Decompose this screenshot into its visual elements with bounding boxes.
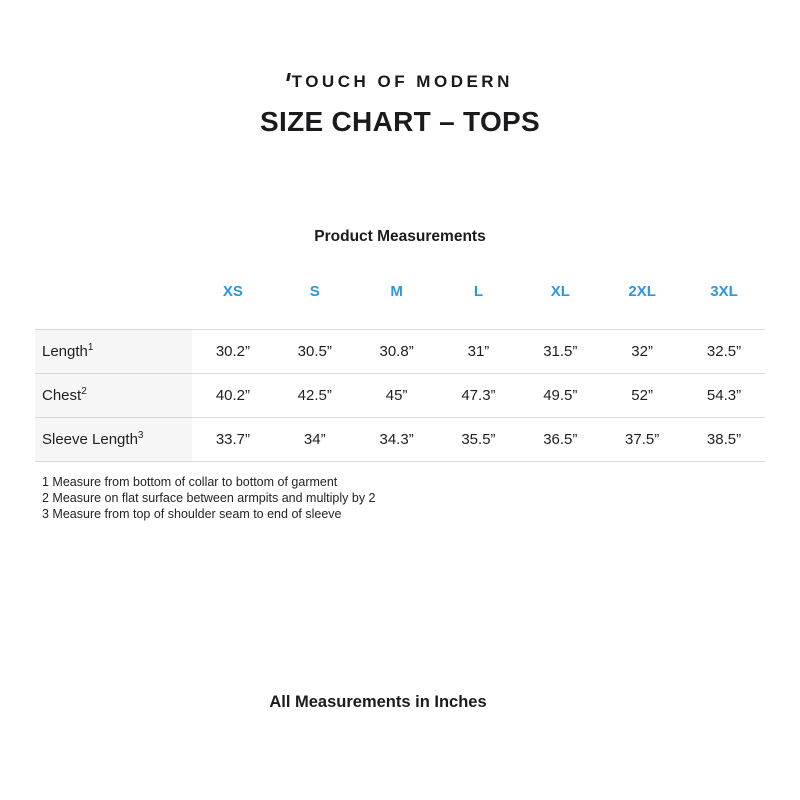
size-column-header-3xl: 3XL: [710, 283, 738, 300]
measurement-cell: 40.2”: [215, 387, 251, 404]
row-label: Chest$^2$: [35, 374, 192, 418]
footnote: 3 Measure from top of shoulder seam to end of sleeve: [42, 507, 342, 521]
measurement-cell: 30.8”: [379, 343, 414, 360]
measurement-cell: 45”: [385, 387, 408, 404]
measurement-cell: 35.5”: [461, 431, 496, 448]
footnote-reference: 1: [87, 342, 94, 353]
measurement-row-sleeve-length: [35, 418, 765, 462]
measurement-cell: 36.5”: [543, 431, 578, 448]
size-column-header-xl: XL: [550, 283, 570, 300]
logo-tick-icon: [286, 73, 290, 81]
measurement-cell: 33.7”: [215, 431, 251, 448]
size-column-header-l: L: [473, 283, 484, 300]
footnote-reference: 2: [81, 386, 87, 397]
footnotes: [42, 474, 376, 522]
measurement-cell: 34.3”: [379, 431, 414, 448]
measurement-cell: 47.3”: [461, 387, 496, 404]
footnote-reference: 3: [137, 430, 144, 441]
size-column-header-m: M: [390, 283, 403, 300]
measurement-cell: 30.5”: [297, 343, 332, 360]
measurement-cell: 31”: [467, 343, 490, 360]
page-title: SIZE CHART – TOPS: [260, 106, 540, 137]
measurement-cell: 34”: [303, 431, 326, 448]
row-label: Length$^1$: [35, 330, 192, 374]
measurement-cell: 52”: [631, 387, 653, 404]
size-column-header-2xl: 2XL: [628, 283, 656, 300]
section-title: Product Measurements: [314, 228, 486, 245]
size-column-header-xs: XS: [222, 283, 243, 300]
measurement-row-length: [35, 330, 765, 374]
footnote: 2 Measure on flat surface between armpits and multiply by 2: [42, 491, 376, 505]
brand-logo: [0, 72, 800, 92]
row-label: Sleeve Length$^3$: [35, 418, 192, 462]
measurement-cell: 49.5”: [543, 387, 578, 404]
size-column-header-s: S: [309, 283, 320, 300]
measurement-cell: 42.5”: [297, 387, 332, 404]
header-spacer-cell: [35, 283, 192, 330]
size-header-row: [35, 283, 765, 330]
units-note: All Measurements in Inches: [269, 693, 487, 711]
brand-logo-text: TOUCH OF MODERN: [291, 72, 513, 91]
footnote: 1 Measure from bottom of collar to bottom of garment: [42, 475, 338, 489]
measurement-cell: 30.2”: [215, 343, 251, 360]
measurement-cell: 54.3”: [706, 387, 742, 404]
measurement-cell: 32.5”: [706, 343, 742, 360]
measurement-row-chest: [35, 374, 765, 418]
measurement-cell: 38.5”: [706, 431, 742, 448]
measurement-cell: 32”: [631, 343, 653, 360]
measurement-cell: 37.5”: [625, 431, 660, 448]
size-chart-table: [35, 283, 765, 462]
measurement-cell: 31.5”: [543, 343, 578, 360]
